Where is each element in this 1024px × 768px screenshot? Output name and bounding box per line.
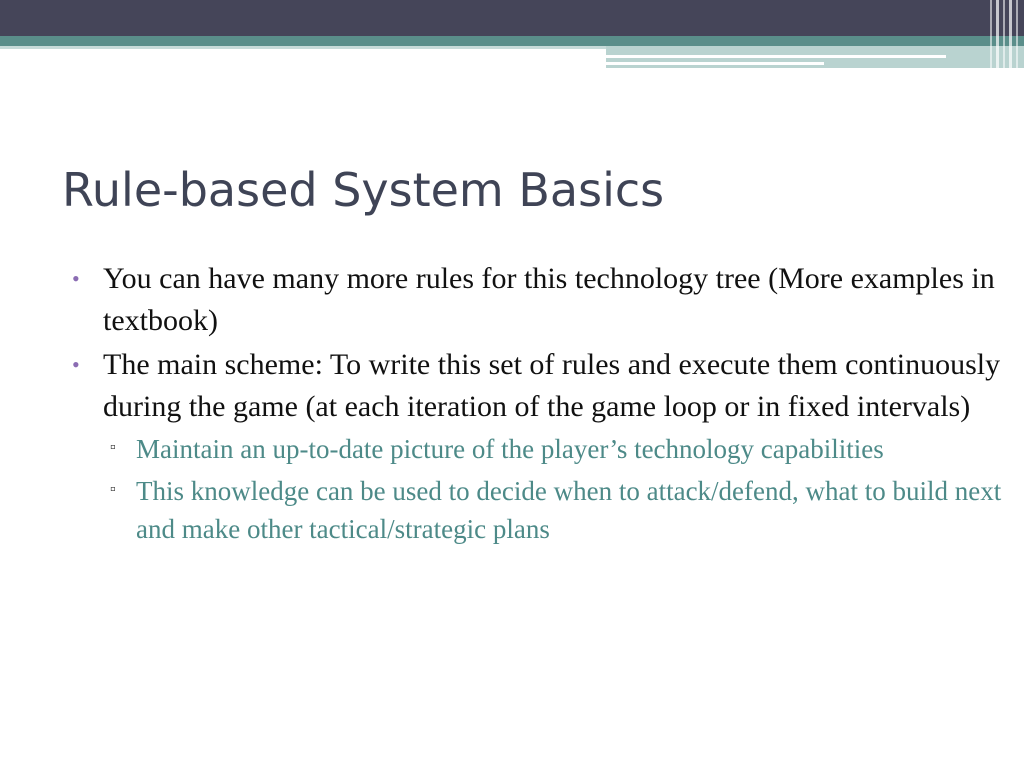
header-stripe-1 xyxy=(990,0,992,68)
header-dark-band xyxy=(0,0,1024,36)
bullet-marker: • xyxy=(72,352,80,377)
slide-content xyxy=(72,258,1012,552)
bullet-text: The main scheme: To write this set of rules and execute them continuously during the game (at each iteration of the game loop or in fixed intervals) xyxy=(103,348,1001,423)
sub-bullet-item xyxy=(72,430,1012,468)
bullet-text: You can have many more rules for this technology tree (More examples in textbook) xyxy=(103,262,995,337)
header-teal-band xyxy=(0,36,1024,46)
sub-bullet-item xyxy=(72,472,1012,548)
header-white-line-1 xyxy=(606,55,946,58)
sub-bullet-marker: ▫ xyxy=(110,439,116,456)
bullet-item xyxy=(72,258,1012,342)
sub-bullet-marker: ▫ xyxy=(110,481,116,498)
bullet-marker: • xyxy=(72,266,80,291)
header-stripe-3 xyxy=(1003,0,1005,68)
slide-title: Rule-based System Basics xyxy=(62,163,665,217)
header-stripe-5 xyxy=(1016,0,1018,68)
header-light-band-right xyxy=(606,46,1024,68)
header-stripe-4 xyxy=(1009,0,1012,68)
sub-bullet-text: Maintain an up-to-date picture of the player’s technology capabilities xyxy=(136,434,884,464)
bullet-item xyxy=(72,344,1012,428)
header-stripe-2 xyxy=(996,0,999,68)
header-light-band-left xyxy=(0,46,606,49)
header-white-line-2 xyxy=(606,62,824,65)
sub-bullet-text: This knowledge can be used to decide when to attack/defend, what to build next and make other tactical/strategic plans xyxy=(136,476,1002,544)
